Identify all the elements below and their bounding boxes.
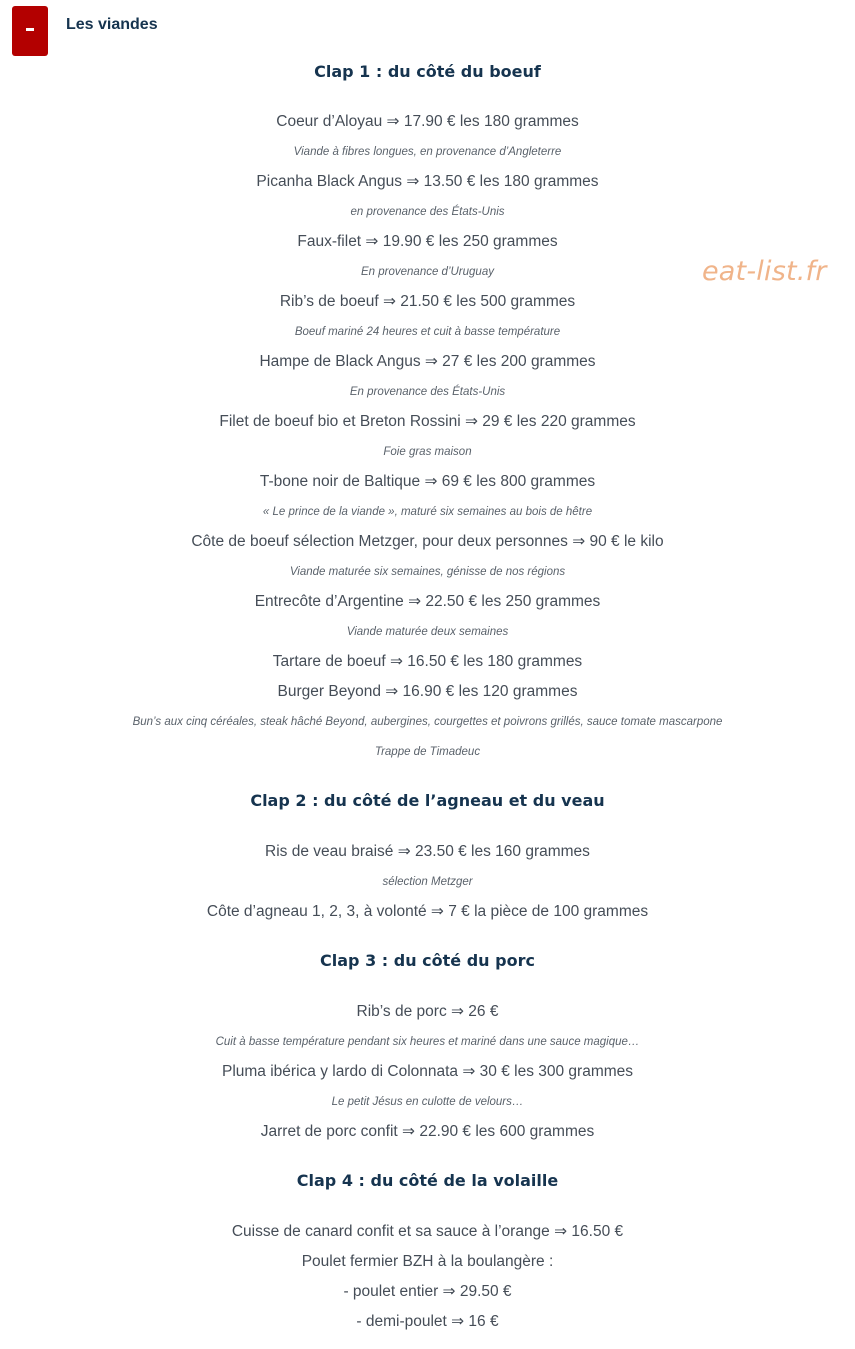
menu-item-description: sélection Metzger (382, 876, 473, 888)
menu-item-description: Boeuf mariné 24 heures et cuit à basse température (294, 326, 561, 338)
category-heading: Clap 4 : du côté de la volaille (296, 1171, 559, 1190)
menu-item-description: en provenance des États-Unis (350, 206, 505, 218)
category-heading: Clap 1 : du côté du boeuf (314, 62, 541, 81)
menu-item: Côte de boeuf sélection Metzger, pour deux personnes ⇒ 90 € le kilo (191, 533, 664, 550)
menu-item-description: Trappe de Timadeuc (374, 746, 481, 758)
menu-item-description: Cuit à basse température pendant six heures et mariné dans une sauce magique… (215, 1036, 640, 1048)
menu-item: Tartare de boeuf ⇒ 16.50 € les 180 grammes (272, 653, 583, 670)
menu-item: - demi-poulet ⇒ 16 € (356, 1313, 499, 1330)
menu-item-description: Le petit Jésus en culotte de velours… (331, 1096, 524, 1108)
category-heading: Clap 3 : du côté du porc (320, 951, 535, 970)
menu-item-description: Viande maturée deux semaines (346, 626, 509, 638)
menu-item: - poulet entier ⇒ 29.50 € (343, 1283, 512, 1300)
menu-item: Cuisse de canard confit et sa sauce à l’orange ⇒ 16.50 € (231, 1223, 624, 1240)
menu-item: Coeur d’Aloyau ⇒ 17.90 € les 180 grammes (276, 113, 579, 130)
menu-item: Rib’s de porc ⇒ 26 € (356, 1003, 499, 1020)
menu-item-description: En provenance des États-Unis (349, 386, 506, 398)
menu-item-description: Foie gras maison (383, 446, 472, 458)
menu-item: Côte d’agneau 1, 2, 3, à volonté ⇒ 7 € la pièce de 100 grammes (206, 903, 649, 920)
minus-icon (26, 28, 34, 31)
menu-item: Picanha Black Angus ⇒ 13.50 € les 180 grammes (256, 173, 599, 190)
menu-item: Filet de boeuf bio et Breton Rossini ⇒ 29 € les 220 grammes (219, 413, 636, 430)
menu-item: Jarret de porc confit ⇒ 22.90 € les 600 grammes (260, 1123, 595, 1140)
watermark: eat-list.fr (702, 256, 827, 287)
category-heading: Clap 2 : du côté de l’agneau et du veau (250, 791, 605, 810)
section-title: Les viandes (66, 16, 158, 33)
menu-item: Pluma ibérica y lardo di Colonnata ⇒ 30 € les 300 grammes (221, 1063, 634, 1080)
menu-item-description: Bun’s aux cinq céréales, steak hâché Beyond, aubergines, courgettes et poivrons grillés, sauce tomate mascarpone (132, 716, 723, 728)
menu-item: Poulet fermier BZH à la boulangère : (301, 1253, 554, 1270)
menu-item-description: Viande maturée six semaines, génisse de nos régions (289, 566, 566, 578)
menu-item-description: « Le prince de la viande », maturé six semaines au bois de hêtre (262, 506, 593, 518)
menu-item: Hampe de Black Angus ⇒ 27 € les 200 grammes (259, 353, 596, 370)
menu-item: Rib’s de boeuf ⇒ 21.50 € les 500 grammes (279, 293, 576, 310)
menu-item: Faux-filet ⇒ 19.90 € les 250 grammes (297, 233, 558, 250)
collapse-toggle-button[interactable] (12, 6, 48, 56)
menu-item: Burger Beyond ⇒ 16.90 € les 120 grammes (277, 683, 578, 700)
menu-item: Entrecôte d’Argentine ⇒ 22.50 € les 250 grammes (254, 593, 601, 610)
menu-item: Ris de veau braisé ⇒ 23.50 € les 160 grammes (265, 843, 590, 860)
menu-item-description: En provenance d’Uruguay (361, 266, 494, 278)
menu-item-description: Viande à fibres longues, en provenance d’Angleterre (293, 146, 562, 158)
menu-item: T-bone noir de Baltique ⇒ 69 € les 800 grammes (259, 473, 596, 490)
